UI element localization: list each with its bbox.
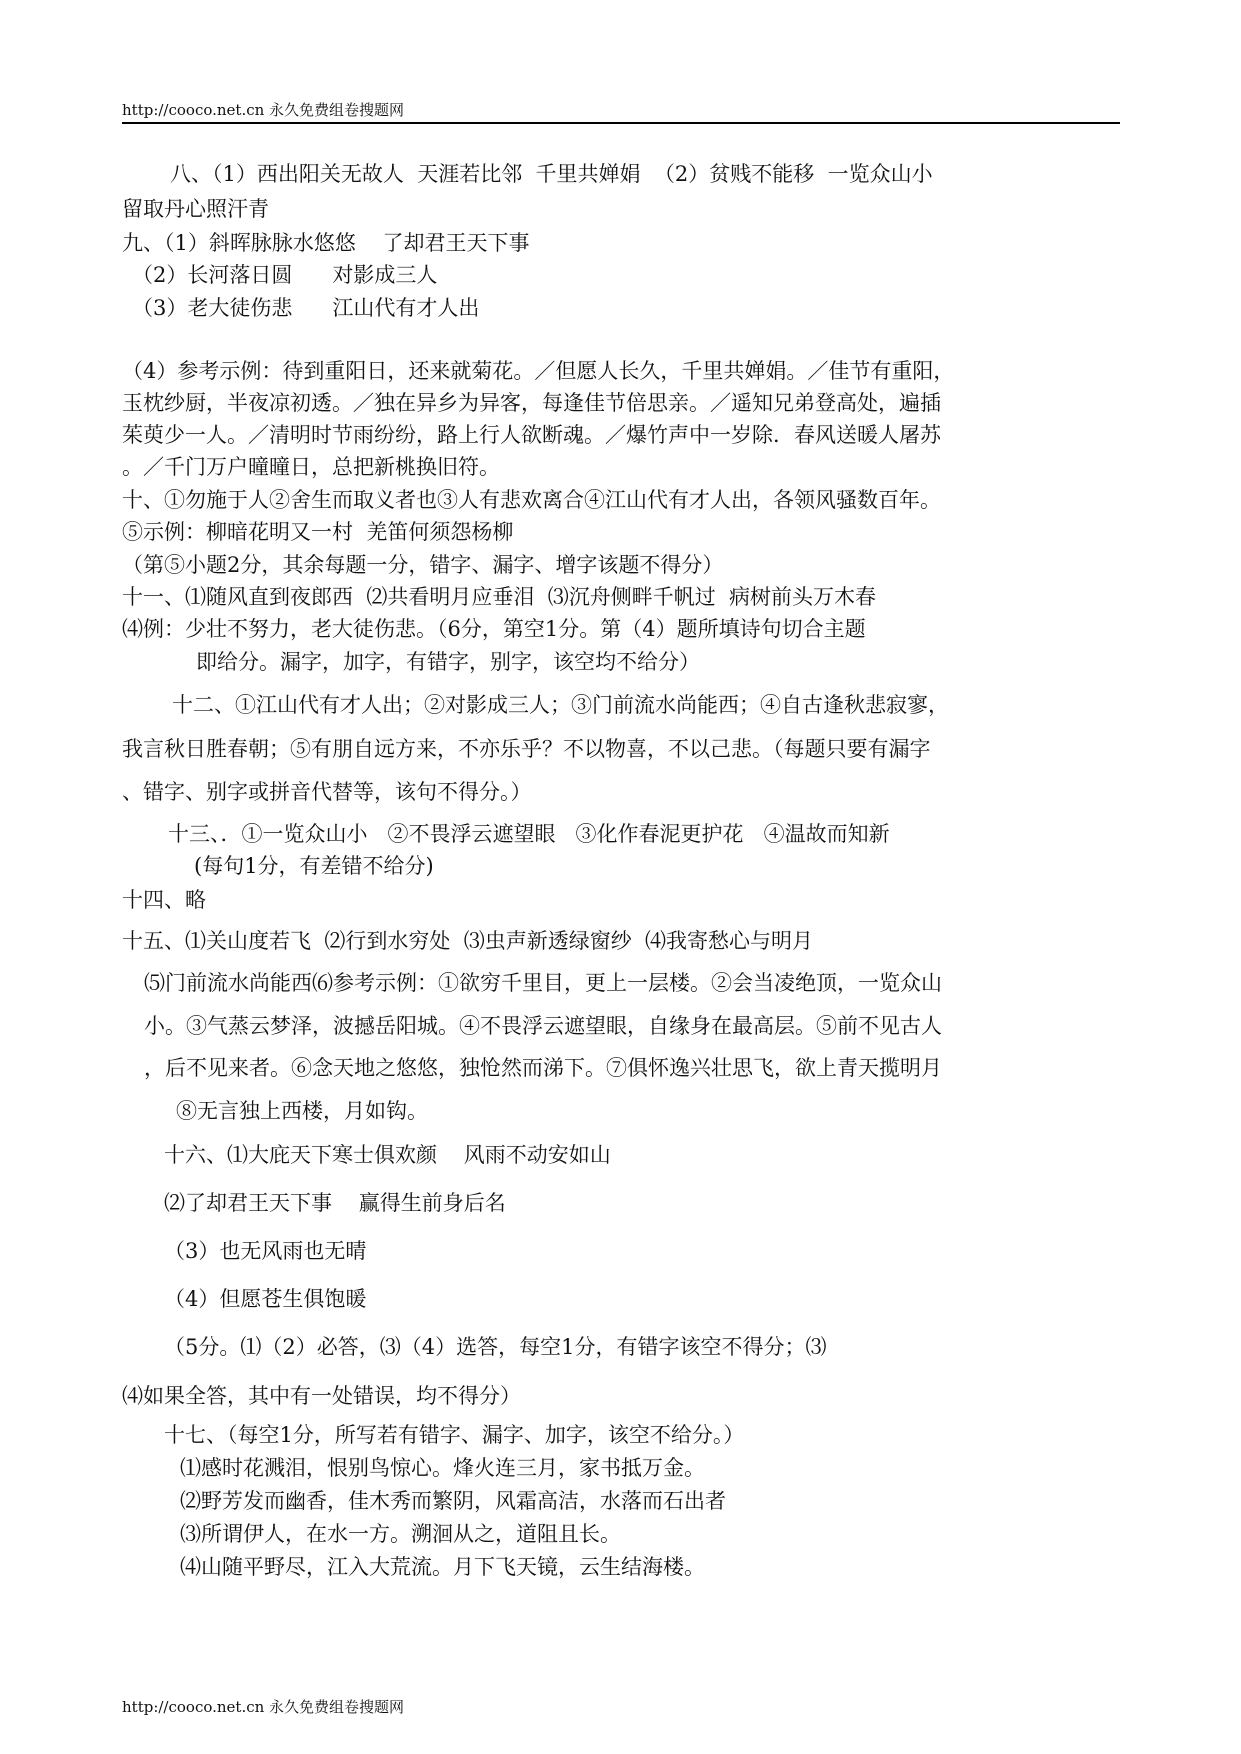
text-line: ⑸门前流水尚能西⑹参考示例：①欲穷千里目，更上一层楼。②会当凌绝顶，一览众山 xyxy=(144,971,942,995)
text-line: 八、（1）西出阳关无故人 天涯若比邻 千里共婵娟 （2）贫贱不能移 一览众山小 xyxy=(170,162,933,186)
text-line: ⑷例：少壮不努力，老大徒伤悲。（6分，第空1分。第（4）题所填诗句切合主题 xyxy=(122,617,866,641)
text-line: （3）老大徒伤悲 江山代有才人出 xyxy=(132,296,480,320)
page-footer: http://cooco.net.cn 永久免费组卷搜题网 xyxy=(122,1698,405,1716)
text-line: ⑴感时花溅泪，恨别鸟惊心。烽火连三月，家书抵万金。 xyxy=(180,1456,705,1480)
text-line: ⑵了却君王天下事 赢得生前身后名 xyxy=(164,1191,506,1215)
text-line: （4）但愿苍生俱饱暖 xyxy=(164,1287,367,1311)
text-line: 我言秋日胜春朝；⑤有朋自远方来，不亦乐乎？不以物喜，不以己悲。（每题只要有漏字 xyxy=(122,737,931,761)
text-line: ⑷山随平野尽，江入大荒流。月下飞天镜，云生结海楼。 xyxy=(180,1555,705,1579)
text-line: (每句1分，有差错不给分) xyxy=(194,854,434,878)
text-line: ⑵野芳发而幽香，佳木秀而繁阴，风霜高洁，水落而石出者 xyxy=(180,1489,726,1513)
text-line: ⑧无言独上西楼，月如钩。 xyxy=(176,1099,428,1123)
text-line: 十、①勿施于人②舍生而取义者也③人有悲欢离合④江山代有才人出，各领风骚数百年。 xyxy=(122,488,941,512)
text-line: 十七、（每空1分，所写若有错字、漏字、加字，该空不给分。） xyxy=(164,1423,745,1447)
text-line: （5分。⑴（2）必答，⑶（4）选答，每空1分，有错字该空不得分；⑶ xyxy=(164,1335,827,1359)
text-line: ，后不见来者。⑥念天地之悠悠，独怆然而涕下。⑦俱怀逸兴壮思飞，欲上青天揽明月 xyxy=(144,1056,942,1080)
text-line: 九、（1）斜晖脉脉水悠悠 了却君王天下事 xyxy=(122,231,530,255)
text-line: 玉枕纱厨，半夜凉初透。／独在异乡为异客，每逢佳节倍思亲。／遥知兄弟登高处，遍插 xyxy=(122,391,941,415)
text-line: 即给分。漏字，加字，有错字，别字，该空均不给分） xyxy=(196,650,700,674)
text-line: 茱萸少一人。／清明时节雨纷纷，路上行人欲断魂。／爆竹声中一岁除．春风送暖人屠苏 xyxy=(122,423,941,447)
text-line: ⑷如果全答，其中有一处错误，均不得分） xyxy=(122,1384,521,1408)
text-line: 十四、略 xyxy=(122,888,206,912)
text-line: 。／千门万户曈曈日，总把新桃换旧符。 xyxy=(122,455,500,479)
text-line: ⑤示例：柳暗花明又一村 羌笛何须怨杨柳 xyxy=(122,520,514,544)
text-line: 十二、①江山代有才人出；②对影成三人；③门前流水尚能西；④自古逢秋悲寂寥， xyxy=(172,693,949,717)
text-line: 、错字、别字或拼音代替等，该句不得分。） xyxy=(122,780,532,804)
text-line: 十三、．①一览众山小 ②不畏浮云遮望眼 ③化作春泥更护花 ④温故而知新 xyxy=(168,822,890,846)
text-line: ⑶所谓伊人，在水一方。溯洄从之，道阻且长。 xyxy=(180,1522,621,1546)
page-header: http://cooco.net.cn 永久免费组卷搜题网 xyxy=(122,100,1120,124)
text-line: 十五、⑴关山度若飞 ⑵行到水穷处 ⑶虫声新透绿窗纱 ⑷我寄愁心与明月 xyxy=(122,929,814,953)
text-line: （2）长河落日圆 对影成三人 xyxy=(132,263,438,287)
text-line: 小。③气蒸云梦泽，波撼岳阳城。④不畏浮云遮望眼，自缘身在最高层。⑤前不见古人 xyxy=(144,1014,942,1038)
text-line: 十一、⑴随风直到夜郎西 ⑵共看明月应垂泪 ⑶沉舟侧畔千帆过 病树前头万木春 xyxy=(122,585,877,609)
text-line: （3）也无风雨也无晴 xyxy=(164,1239,367,1263)
text-line: 十六、⑴大庇天下寒士俱欢颜 风雨不动安如山 xyxy=(164,1143,611,1167)
text-line: （4）参考示例：待到重阳日，还来就菊花。／但愿人长久，千里共婵娟。／佳节有重阳， xyxy=(122,359,955,383)
text-line: 留取丹心照汗青 xyxy=(122,197,269,221)
text-line: （第⑤小题2分，其余每题一分，错字、漏字、增字该题不得分） xyxy=(122,553,724,577)
